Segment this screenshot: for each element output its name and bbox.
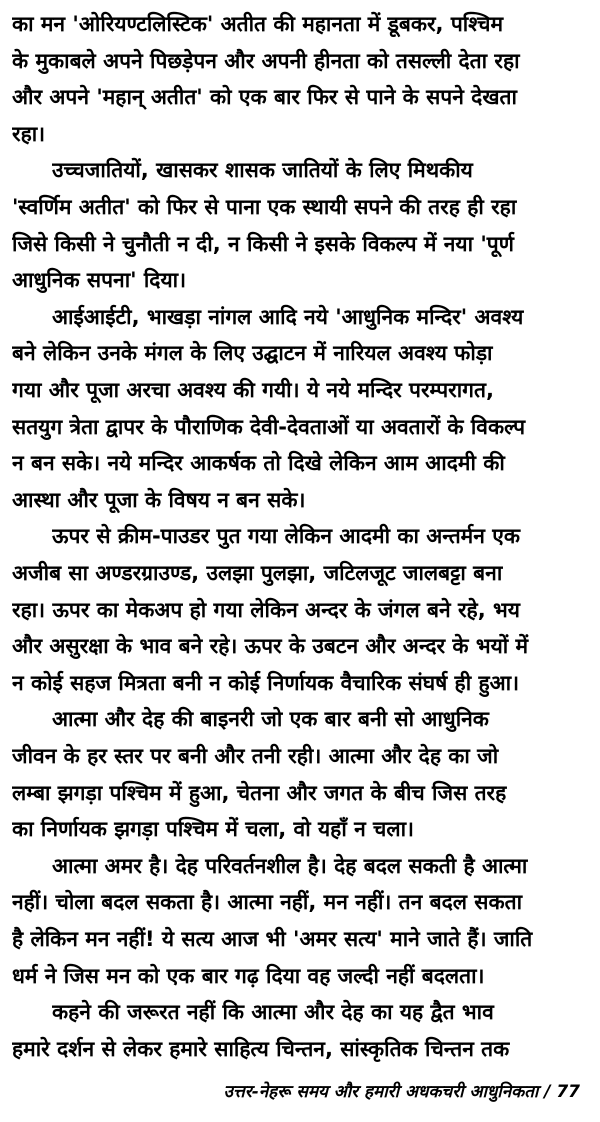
text-line: और असुरक्षा के भाव बने रहे। ऊपर के उबटन और अन्दर के भयों में <box>12 634 529 659</box>
text-line: लम्बा झगड़ा पश्चिम में हुआ, चेतना और जगत के बीच जिस तरह <box>12 780 507 805</box>
text-line: जिसे किसी ने चुनौती न दी, न किसी ने इसके विकल्प में नया 'पूर्ण <box>12 231 514 256</box>
text-line: धर्म ने जिस मन को एक बार गढ़ दिया वह जल्दी नहीं बदलता। <box>12 963 485 988</box>
text-line: सतयुग त्रेता द्वापर के पौराणिक देवी-देवताओं या अवतारों के विकल्प <box>12 414 526 439</box>
text-line: 'स्वर्णिम अतीत' को फिर से पाना एक स्थायी सपने की तरह ही रहा <box>12 195 517 219</box>
text-line: हमारे दर्शन से लेकर हमारे साहित्य चिन्तन, सांस्कृतिक चिन्तन तक <box>12 1036 510 1061</box>
text-line: आत्मा अमर है। देह परिवर्तनशील है। देह बदल सकती है आत्मा <box>52 853 528 878</box>
text-line: का निर्णायक झगड़ा पश्चिम में चला, वो यहाँ न चला। <box>12 817 415 842</box>
text-line: बने लेकिन उनके मंगल के लिए उद्घाटन में नारियल अवश्य फोड़ा <box>12 341 493 366</box>
text-line: न बन सके। नये मन्दिर आकर्षक तो दिखे लेकिन आम आदमी की <box>12 451 505 476</box>
text-line: आस्था और पूजा के विषय न बन सके। <box>12 487 306 512</box>
text-line: ऊपर से क्रीम-पाउडर पुत गया लेकिन आदमी का अन्तर्मन एक <box>52 524 520 549</box>
text-line: आधुनिक सपना' दिया। <box>12 268 187 293</box>
text-line: कहने की जरूरत नहीं कि आत्मा और देह का यह द्वैत भाव <box>52 1000 494 1025</box>
text-line: आत्मा और देह की बाइनरी जो एक बार बनी सो आधुनिक <box>52 707 489 732</box>
text-line: है लेकिन मन नहीं! ये सत्य आज भी 'अमर सत्य' माने जाते हैं। जाति <box>12 927 533 951</box>
text-line: के मुकाबले अपने पिछड़ेपन और अपनी हीनता को तसल्ली देता रहा <box>12 48 520 73</box>
text-line: नहीं। चोला बदल सकता है। आत्मा नहीं, मन नहीं। तन बदल सकता <box>12 890 523 915</box>
text-line: और अपने 'महान् अतीत' को एक बार फिर से पाने के सपने देखता <box>12 85 517 110</box>
text-line: का मन 'ओरियण्टलिस्टिक' अतीत की महानता में डूबकर, पश्चिम <box>12 12 504 36</box>
text-line: रहा। <box>12 121 46 146</box>
text-line: जीवन के हर स्तर पर बनी और तनी रही। आत्मा और देह का जो <box>12 744 499 768</box>
text-line: रहा। ऊपर का मेकअप हो गया लेकिन अन्दर के जंगल बने रहे, भय <box>12 597 520 622</box>
text-line: अजीब सा अण्डरग्राउण्ड, उलझा पुलझा, जटिलजूट जालबट्टा बना <box>12 561 503 585</box>
text-line: आईआईटी, भाखड़ा नांगल आदि नये 'आधुनिक मन्दिर' अवश्य <box>52 304 524 329</box>
text-line: गया और पूजा अरचा अवश्य की गयी। ये नये मन्दिर परम्परागत, <box>12 378 494 402</box>
text-line: उच्चजातियों, खासकर शासक जातियों के लिए मिथकीय <box>52 158 473 183</box>
text-line: न कोई सहज मित्रता बनी न कोई निर्णायक वैचारिक संघर्ष ही हुआ। <box>12 670 520 695</box>
page-footer: उत्तर-नेहरू समय और हमारी अधकचरी आधुनिकता / 77 <box>223 1082 580 1103</box>
